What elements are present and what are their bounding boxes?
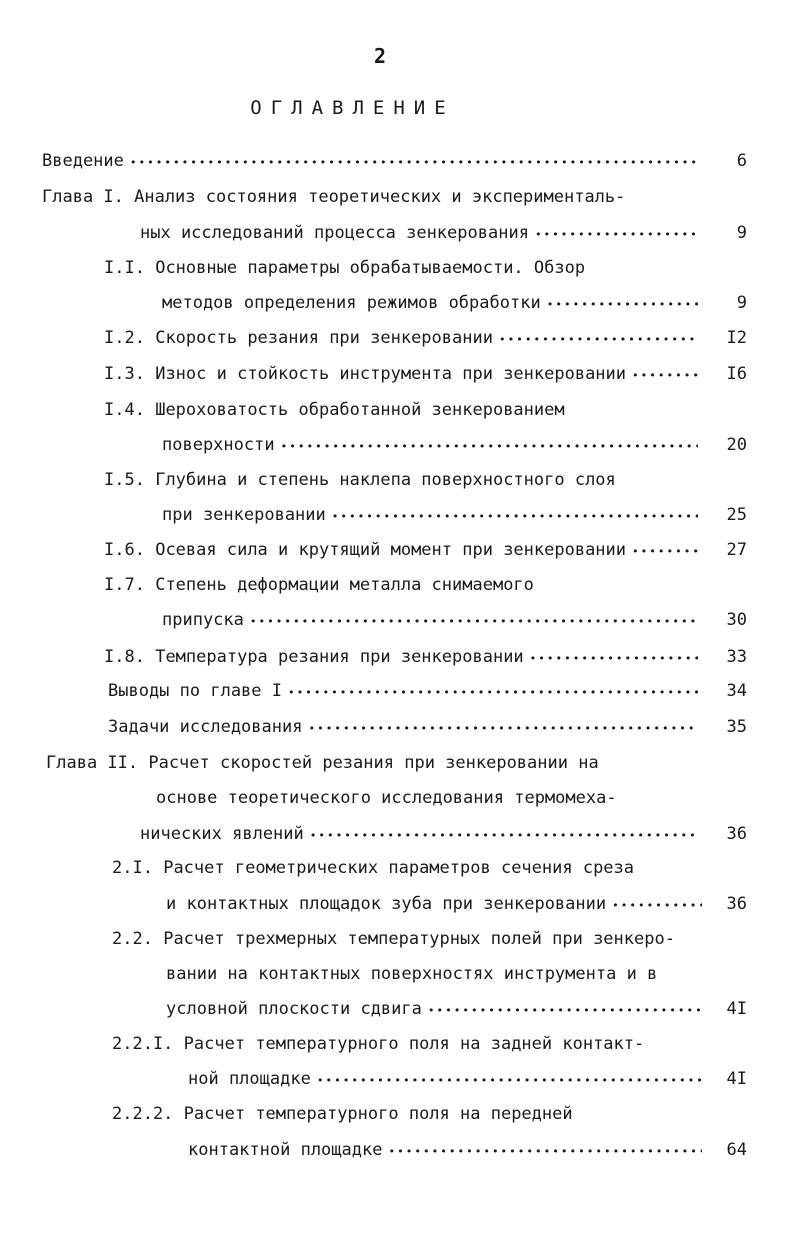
toc-section-2-2-2-line1[interactable] — [112, 1103, 573, 1125]
toc-page: 25 — [726, 505, 747, 525]
toc-section-2-1-line1[interactable] — [112, 857, 634, 879]
toc-section-2-2[interactable] — [166, 998, 706, 1020]
toc-label: Расчет геометрических параметров сечения среза — [163, 858, 635, 878]
toc-section-1-4-line1[interactable] — [104, 399, 565, 421]
toc-page: 27 — [726, 540, 747, 560]
toc-page: 9 — [736, 293, 747, 313]
section-number: I.8. — [104, 647, 145, 667]
toc-label: Расчет температурного поля на передней — [183, 1104, 573, 1124]
toc-section-2-2-line2[interactable]: вании на контактных поверхностях инструмента и в — [166, 964, 658, 984]
toc-page: 34 — [726, 681, 747, 701]
dot-leader — [530, 646, 698, 670]
dot-leader — [250, 609, 698, 633]
toc-label: ных исследований процесса зенкерования — [140, 223, 529, 243]
section-number: I.4. — [104, 400, 145, 420]
toc-section-2-2-1-line1[interactable] — [112, 1033, 644, 1055]
toc-page: 6 — [736, 151, 747, 171]
toc-chapter-2[interactable] — [140, 823, 702, 845]
section-number: I.7. — [104, 575, 145, 595]
toc-section-1-1[interactable] — [162, 292, 702, 314]
dot-leader — [535, 222, 698, 246]
toc-label: Расчет трехмерных температурных полей при зенкеро- — [163, 929, 675, 949]
toc-section-1-6[interactable] — [104, 539, 702, 561]
toc-section-1-8[interactable] — [104, 646, 702, 668]
toc-label: и контактных площадок зуба при зенкеровании — [166, 894, 607, 914]
toc-entry-intro[interactable] — [42, 150, 702, 172]
toc-page: 4I — [726, 999, 747, 1019]
toc-label: условной плоскости сдвига — [166, 999, 422, 1019]
dot-leader — [632, 363, 698, 387]
toc-page: 4I — [726, 1069, 747, 1089]
toc-label: методов определения режимов обработки — [162, 293, 541, 313]
toc-page: 64 — [726, 1140, 747, 1160]
dot-leader — [310, 823, 698, 847]
dot-leader — [632, 539, 698, 563]
dot-leader — [388, 1139, 702, 1163]
dot-leader — [612, 893, 702, 917]
toc-label: припуска — [162, 610, 244, 630]
toc-section-1-4[interactable] — [162, 434, 702, 456]
toc-section-1-7[interactable] — [162, 609, 702, 631]
toc-label: Глубина и степень наклепа поверхностного слоя — [155, 470, 616, 490]
toc-label: поверхности — [162, 435, 275, 455]
toc-label: Шероховатость обработанной зенкерованием — [155, 400, 565, 420]
toc-label: при зенкеровании — [162, 505, 326, 525]
page-number: 2 — [373, 44, 387, 68]
toc-section-2-2-line1[interactable] — [112, 928, 675, 950]
toc-page: 20 — [726, 435, 747, 455]
toc-page: 35 — [726, 717, 747, 737]
toc-label: контактной площадке — [188, 1140, 383, 1160]
toc-label: Износ и стойкость инструмента при зенкеровании — [155, 364, 627, 384]
section-number: I.5. — [104, 470, 145, 490]
toc-section-1-3[interactable] — [104, 363, 702, 385]
toc-label: Скорость резания при зенкеровании — [155, 328, 493, 348]
toc-label: ной площадке — [188, 1069, 311, 1089]
page-title: ОГЛАВЛЕНИЕ — [250, 97, 455, 119]
section-number: I.2. — [104, 328, 145, 348]
dot-leader — [428, 998, 702, 1022]
toc-label: Расчет температурного поля на задней контакт- — [183, 1034, 645, 1054]
toc-section-2-1[interactable] — [166, 893, 706, 915]
section-number: 2.2.I. — [112, 1034, 174, 1054]
dot-leader — [288, 680, 698, 704]
toc-label: Выводы по главе I — [108, 681, 282, 701]
toc-label: Основные параметры обрабатываемости. Обзор — [155, 258, 586, 278]
section-number: I.3. — [104, 364, 145, 384]
toc-section-1-5[interactable] — [162, 504, 702, 526]
toc-page: 33 — [726, 647, 747, 667]
dot-leader — [281, 434, 698, 458]
dot-leader — [332, 504, 698, 528]
toc-section-1-2[interactable] — [104, 327, 702, 349]
toc-label: Задачи исследования — [108, 717, 303, 737]
toc-label: Температура резания при зенкеровании — [155, 647, 524, 667]
toc-page: I6 — [726, 364, 747, 384]
dot-leader — [317, 1068, 702, 1092]
toc-page: 9 — [736, 223, 747, 243]
toc-chapter-1-line1[interactable]: Глава I. Анализ состояния теоретических и эксперименталь- — [42, 187, 626, 207]
toc-section-1-7-line1[interactable] — [104, 574, 534, 596]
toc-section-2-2-2[interactable] — [188, 1139, 706, 1161]
toc-page: 36 — [726, 824, 747, 844]
toc-page: 36 — [726, 894, 747, 914]
toc-label: нических явлений — [140, 824, 304, 844]
toc-page: I2 — [726, 328, 747, 348]
section-number: I.I. — [104, 258, 145, 278]
toc-entry-tasks[interactable] — [108, 716, 702, 738]
toc-chapter-2-line1[interactable]: Глава II. Расчет скоростей резания при зенкеровании на — [46, 753, 599, 773]
section-number: 2.2.2. — [112, 1104, 174, 1124]
toc-label: Степень деформации металла снимаемого — [155, 575, 534, 595]
toc-chapter-1[interactable] — [140, 222, 702, 244]
toc-entry-conclusions[interactable] — [108, 680, 702, 702]
dot-leader — [547, 292, 698, 316]
section-number: 2.I. — [112, 858, 153, 878]
dot-leader — [130, 150, 698, 174]
section-number: 2.2. — [112, 929, 153, 949]
toc-label: Осевая сила и крутящий момент при зенкеровании — [155, 540, 627, 560]
dot-leader — [308, 716, 698, 740]
section-number: I.6. — [104, 540, 145, 560]
dot-leader — [499, 327, 698, 351]
toc-page: 30 — [726, 610, 747, 630]
toc-label: Введение — [42, 151, 124, 171]
toc-section-1-5-line1[interactable] — [104, 469, 616, 491]
toc-section-2-2-1[interactable] — [188, 1068, 706, 1090]
toc-section-1-1-line1[interactable] — [104, 257, 585, 279]
toc-chapter-2-line2[interactable]: основе теоретического исследования термомеха- — [156, 788, 617, 808]
